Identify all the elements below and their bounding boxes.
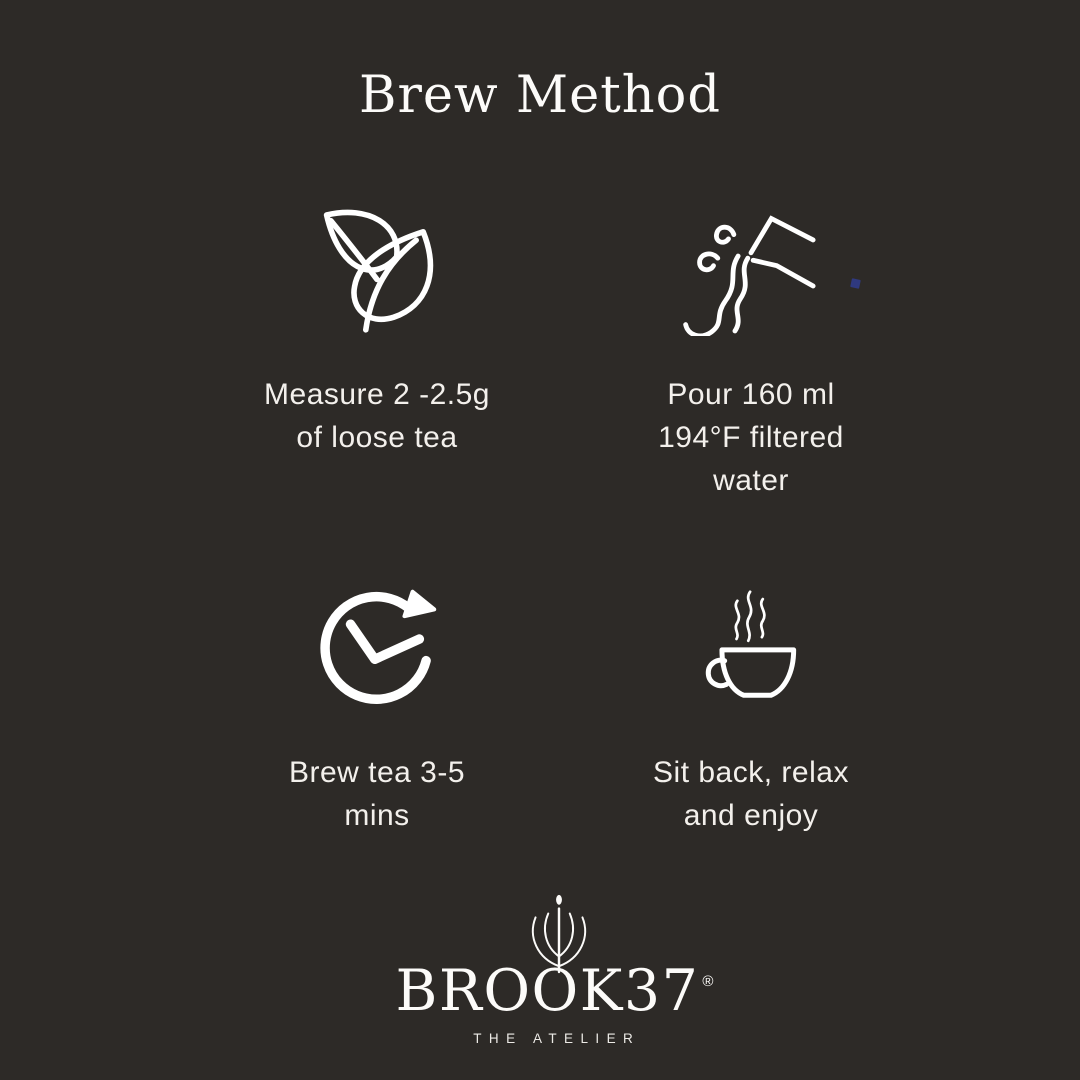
pouring-water-icon [564,188,938,353]
caption-line: mins [344,799,410,832]
step-caption [264,373,490,459]
tea-leaves-icon [190,188,564,353]
steps-grid [190,188,938,837]
step-measure [190,188,564,502]
step-caption [658,373,844,502]
caption-line: Measure 2 -2.5g [264,378,490,411]
step-brew [190,566,564,837]
page-title: Brew Method [359,66,721,125]
registered-trademark-icon: ® [702,973,714,990]
caption-line: Pour 160 ml [667,378,835,411]
step-enjoy [564,566,938,837]
caption-line: and enjoy [683,799,819,832]
teacup-steam-icon [564,566,938,731]
artifact-dot [850,278,861,289]
step-caption [653,751,849,837]
fountain-flourish-icon [500,892,618,974]
brand-tagline: THE ATELIER [473,1031,641,1046]
step-caption [289,751,465,837]
brew-timer-icon [190,566,564,731]
caption-line: Brew tea 3-5 [288,756,466,789]
caption-line: of loose tea [296,421,458,454]
step-pour [564,188,938,502]
caption-line: 194°F filtered [658,421,844,454]
brand-logo [393,892,713,1046]
caption-line: water [713,464,789,497]
brand-text: BROOK37 [395,958,700,1024]
caption-line: Sit back, relax [653,756,849,789]
